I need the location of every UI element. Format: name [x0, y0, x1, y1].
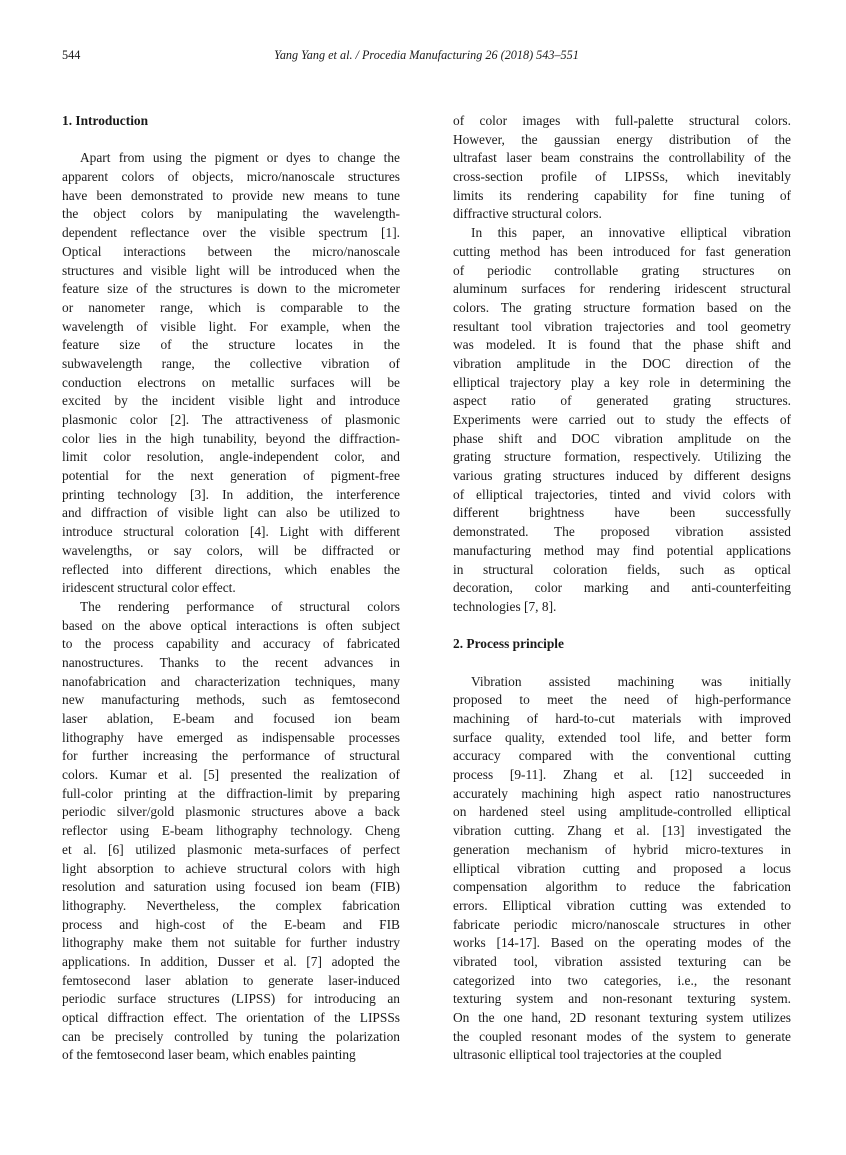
text-line: resolution and saturation using focused ion beam (FIB) [62, 879, 400, 895]
text-line: Vibration assisted machining was initially [471, 673, 791, 689]
text-line: new manufacturing methods, such as femtosecond [62, 692, 400, 708]
text-line: periodic surface structures (LIPSS) for introducing an [62, 991, 400, 1007]
running-header [62, 48, 791, 64]
text-line: accuracy compared with the conventional cutting [453, 748, 791, 764]
text-line: generation mechanism of hybrid micro-textures in [453, 841, 791, 857]
text-line: to the process capability and accuracy of fabricated [62, 636, 400, 652]
text-line: accurately machining high aspect ratio nanostructures [453, 785, 791, 801]
text-line: the coupled resonant modes of the system to generate [453, 1028, 791, 1044]
text-line: categorized into two categories, i.e., the resonant [453, 972, 791, 988]
text-line: cross-section profile of LIPSSs, which inevitably [453, 169, 791, 185]
paragraph [62, 149, 400, 598]
text-line: potential for the next generation of pigment-free [62, 468, 400, 484]
text-line: was modeled. It is found that the phase shift and [453, 337, 791, 353]
text-line: on hardened steel using amplitude-controlled elliptical [453, 804, 791, 820]
text-line: In this paper, an innovative elliptical vibration [471, 225, 791, 241]
text-line: On the one hand, 2D resonant texturing system utilizes [453, 1010, 791, 1025]
text-line: colors. Kumar et al. [5] presented the realization of [62, 767, 400, 783]
text-line: The rendering performance of structural colors [80, 598, 400, 614]
text-line: elliptical vibration cutting and proposed a locus [453, 860, 791, 876]
text-line: errors. Elliptical vibration cutting was extended to [453, 897, 791, 913]
text-line: vibrated tool, vibration assisted texturing can be [453, 953, 791, 969]
text-line: Apart from using the pigment or dyes to change the [80, 150, 400, 166]
paragraph [453, 112, 791, 224]
right-column [453, 112, 791, 1065]
text-line: et al. [6] utilized plasmonic meta-surfaces of perfect [62, 841, 400, 857]
spacer [453, 654, 791, 673]
text-line: of the femtosecond laser beam, which enables painting [62, 1047, 356, 1063]
text-line: conduction electrons on metallic surfaces will be [62, 374, 400, 390]
paragraph [453, 224, 791, 616]
text-line: iridescent structural color effect. [62, 580, 236, 596]
paragraph [453, 673, 791, 1065]
text-line: ultrafast laser beam constrains the controllability of the [453, 150, 791, 166]
text-line: aluminum surfaces for rendering iridescent structural [453, 281, 791, 297]
text-line: laser ablation, E-beam and focused ion beam [62, 711, 400, 726]
text-line: plasmonic color [2]. The attractiveness of plasmonic [62, 412, 400, 427]
text-line: have been demonstrated to provide new means to tune [62, 187, 400, 203]
text-line: the object colors by manipulating the wavelength- [62, 206, 400, 222]
text-line: process and high-cost of the E-beam and FIB [62, 916, 400, 932]
text-line: technologies [7, 8]. [453, 598, 557, 614]
section-heading-process-principle: 2. Process principle [453, 636, 564, 652]
spacer [453, 617, 791, 636]
text-line: structures and visible light will be introduced when the [62, 262, 400, 278]
text-line: Optical interactions between the micro/nanoscale [62, 243, 400, 259]
section-heading-introduction: 1. Introduction [62, 113, 149, 128]
text-line: different brightness have been successfully [453, 505, 791, 521]
text-line: reflector using E-beam lithography technology. Cheng [62, 823, 400, 839]
paragraph [62, 598, 400, 1065]
text-line: printing technology [3]. In addition, the interference [62, 486, 400, 502]
text-line: cutting method has been introduced for fast generation [453, 243, 791, 259]
text-line: reflected into different directions, which enables the [62, 561, 400, 577]
text-line: lithography. Nevertheless, the complex fabrication [62, 897, 400, 913]
text-line: compensation algorithm to reduce the fabrication [453, 879, 791, 895]
text-line: elliptical trajectory play a key role in determining the [453, 374, 791, 390]
text-line: feature size of the structure locates in the [62, 337, 400, 353]
text-line: aspect ratio of generated grating structures. [453, 393, 791, 409]
text-line: machining of hard-to-cut materials with improved [453, 711, 791, 726]
text-line: resultant tool vibration trajectories and tool geometry [453, 318, 791, 334]
text-line: ultrasonic elliptical tool trajectories at the coupled [453, 1047, 722, 1063]
text-line: of elliptical trajectories, tinted and vivid colors with [453, 486, 791, 502]
text-line: fabricate periodic micro/nanoscale structures in other [453, 916, 791, 932]
text-line: lithography make them not suitable for further industry [62, 935, 400, 951]
text-line: works [14-17]. Based on the operating modes of the [453, 935, 791, 951]
text-line: lithography have emerged as indispensable processes [62, 729, 400, 745]
text-line: proposed to meet the need of high-performance [453, 692, 791, 708]
text-line: for further increasing the performance of structural [62, 748, 400, 764]
text-line: vibration amplitude in the DOC direction of the [453, 355, 791, 371]
text-line: applications. In addition, Dusser et al. [7] adopted the [62, 953, 400, 969]
text-line: vibration cutting. Zhang et al. [13] investigated the [453, 823, 791, 839]
text-line: dependent reflectance over the visible spectrum [1]. [62, 225, 400, 241]
text-line: nanostructures. Thanks to the recent advances in [62, 654, 400, 670]
text-line: process [9-11]. Zhang et al. [12] succeeded in [453, 767, 791, 783]
spacer [62, 131, 400, 150]
text-line: feature size of the structures is down to the micrometer [62, 281, 400, 297]
text-line: optical diffraction effect. The orientation of the LIPSSs [62, 1010, 400, 1025]
text-line: subwavelength range, the collective vibration of [62, 355, 400, 371]
text-line: color lies in the high tunability, beyond the diffraction- [62, 430, 400, 446]
text-line: nanofabrication and characterization techniques, many [62, 673, 400, 689]
text-line: demonstrated. The proposed vibration assisted [453, 524, 791, 540]
text-line: in structural coloration fields, such as optical [453, 561, 791, 577]
text-line: limits its rendering capability for fine tuning of [453, 187, 791, 203]
text-line: decoration, color marking and anti-counterfeiting [453, 580, 791, 596]
text-line: wavelength of visible light. For example, when the [62, 318, 400, 334]
text-line: phase shift and DOC vibration amplitude on the [453, 430, 791, 446]
left-column [62, 112, 400, 1065]
text-line: diffractive structural colors. [453, 206, 602, 222]
text-line: surface quality, extended tool life, and better form [453, 729, 791, 745]
text-line: excited by the incident visible light and introduce [62, 393, 400, 409]
text-line: However, the gaussian energy distribution of the [453, 131, 791, 147]
text-line: light absorption to achieve structural colors with high [62, 860, 400, 876]
text-line: limit color resolution, angle-independent color, and [62, 449, 400, 465]
text-line: Experiments were carried out to study the effects of [453, 412, 791, 427]
text-line: full-color printing at the diffraction-limit by preparing [62, 785, 400, 801]
text-line: introduce structural coloration [4]. Light with different [62, 524, 400, 540]
text-line: manufacturing method may find potential applications [453, 542, 791, 558]
text-line: various grating structures induced by different designs [453, 468, 791, 484]
page-number: 544 [62, 48, 81, 62]
text-line: of color images with full-palette structural colors. [453, 113, 791, 128]
text-line: can be precisely controlled by tuning the polarization [62, 1028, 400, 1044]
journal-reference: Yang Yang et al. / Procedia Manufacturing 26 (2018) 543–551 [274, 48, 579, 62]
text-line: based on the above optical interactions is often subject [62, 617, 400, 633]
text-line: or nanometer range, which is comparable to the [62, 299, 400, 315]
text-line: apparent colors of objects, micro/nanoscale structures [62, 169, 400, 185]
text-line: of periodic controllable grating structures on [453, 262, 791, 278]
text-line: and diffraction of visible light can also be utilized to [62, 505, 400, 521]
text-line: grating structure formation, respectively. Utilizing the [453, 449, 791, 465]
text-line: wavelengths, or say colors, will be diffracted or [62, 542, 400, 558]
text-line: texturing system and non-resonant texturing system. [453, 991, 791, 1007]
text-line: colors. The grating structure formation based on the [453, 299, 791, 315]
text-line: femtosecond laser ablation to generate laser-induced [62, 972, 400, 988]
text-line: periodic silver/gold plasmonic structures above a back [62, 804, 400, 820]
